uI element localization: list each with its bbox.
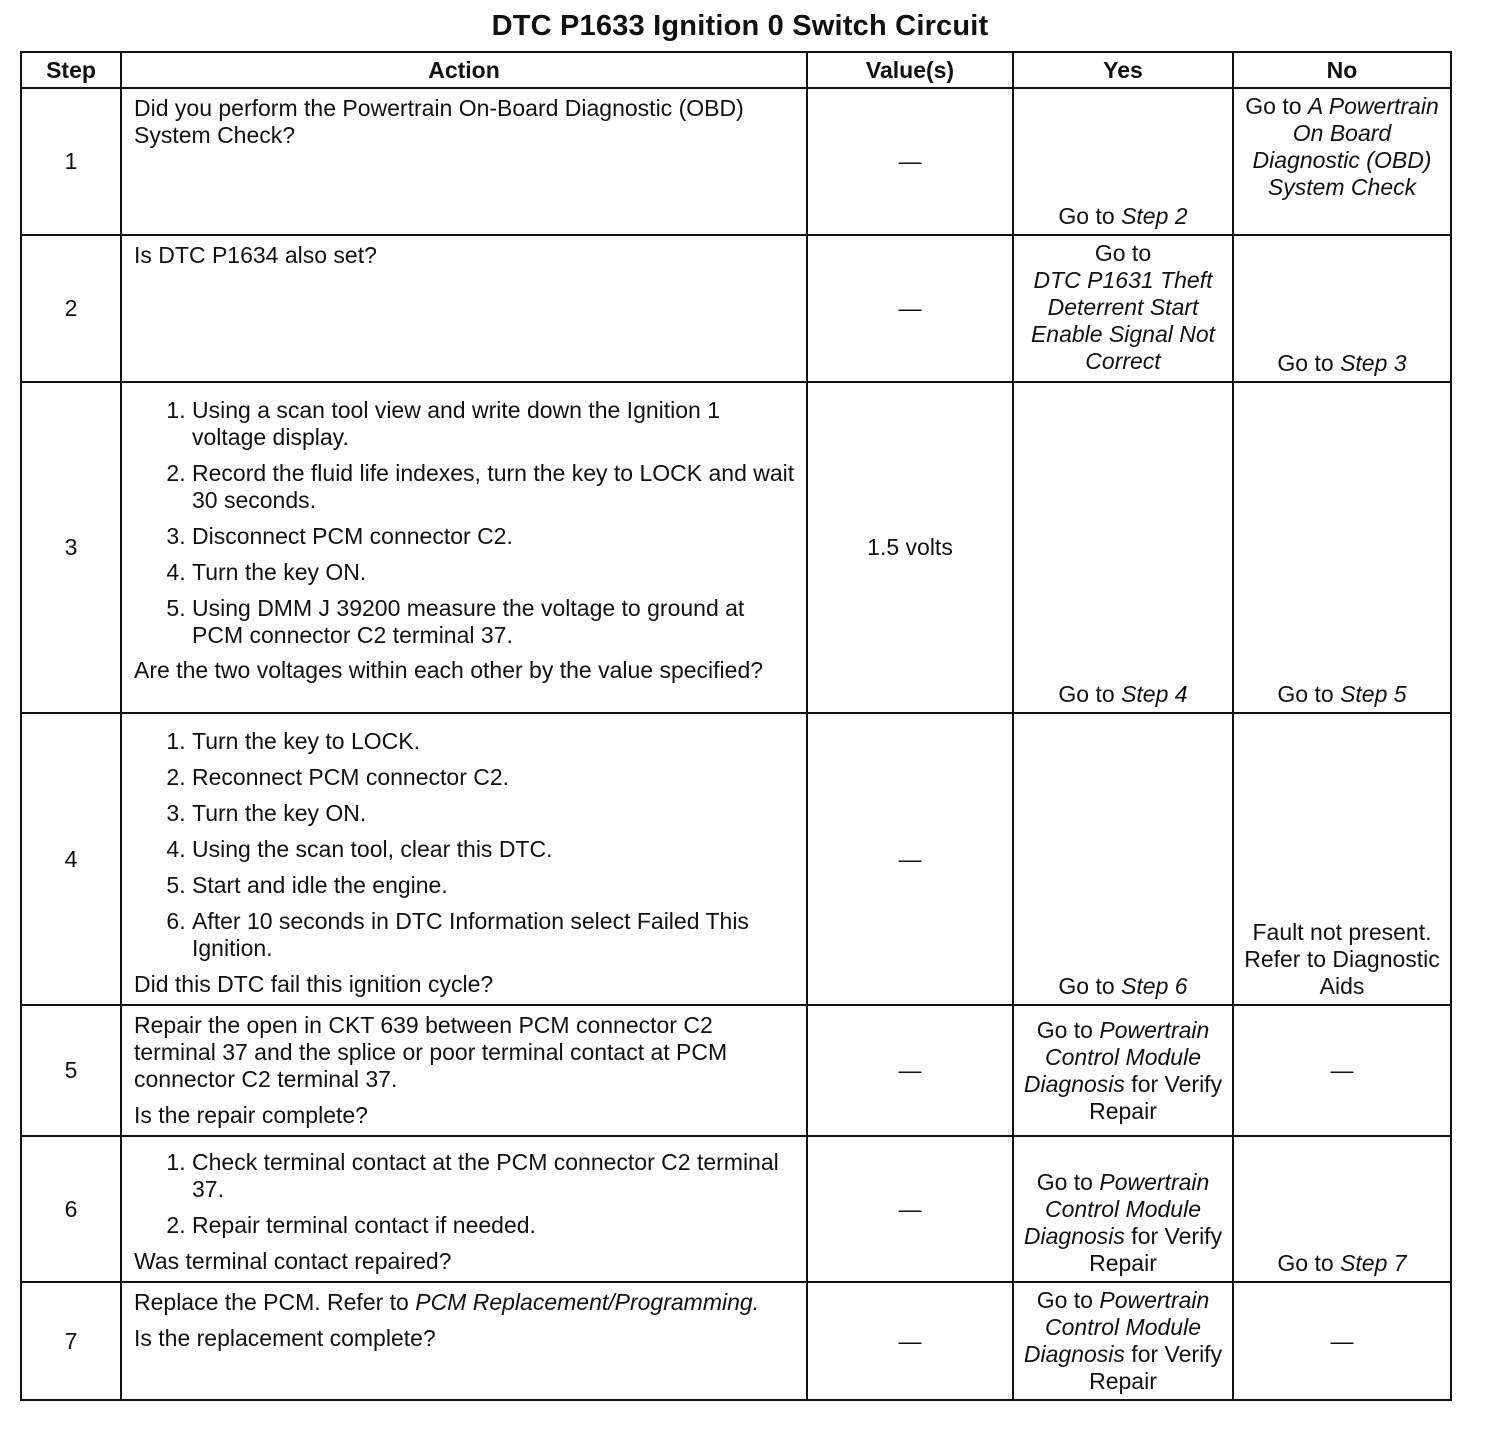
action-cell bbox=[121, 1005, 807, 1136]
yes-suffix: for Verify Repair bbox=[1089, 1223, 1223, 1276]
step-number: 7 bbox=[21, 1282, 121, 1400]
list-item: 4. Using the scan tool, clear this DTC. bbox=[192, 836, 796, 863]
table-row bbox=[21, 1282, 1451, 1400]
yes-link[interactable]: DTC P1631 Theft Deterrent Start Enable Signal Not Correct bbox=[1030, 267, 1216, 374]
value-cell: — bbox=[807, 713, 1013, 1005]
value-cell: — bbox=[807, 1282, 1013, 1400]
no-prefix: Go to bbox=[1245, 93, 1308, 119]
list-item: 4. Turn the key ON. bbox=[192, 559, 796, 586]
list-item: 5. Start and idle the engine. bbox=[192, 872, 796, 899]
yes-prefix: Go to bbox=[1058, 973, 1122, 999]
list-item: 3. Disconnect PCM connector C2. bbox=[192, 523, 796, 550]
yes-prefix: Go to bbox=[1058, 203, 1122, 229]
yes-prefix: Go to bbox=[1036, 1169, 1100, 1195]
action-cell bbox=[121, 1282, 807, 1400]
header-values: Value(s) bbox=[807, 52, 1013, 88]
header-no: No bbox=[1233, 52, 1451, 88]
action-text: Did you perform the Powertrain On-Board Diagnostic (OBD) System Check? bbox=[134, 95, 744, 148]
yes-link[interactable]: Step 4 bbox=[1121, 681, 1188, 707]
action-text: Is DTC P1634 also set? bbox=[134, 242, 377, 268]
table-row bbox=[21, 235, 1451, 382]
list-item: 2. Repair terminal contact if needed. bbox=[192, 1212, 796, 1239]
action-cell bbox=[121, 235, 807, 382]
yes-link[interactable]: Powertrain Control Module Diagnosis bbox=[1023, 1169, 1210, 1249]
yes-prefix: Go to bbox=[1036, 1287, 1100, 1313]
header-yes: Yes bbox=[1013, 52, 1233, 88]
yes-cell bbox=[1013, 1282, 1233, 1400]
yes-link[interactable]: Powertrain Control Module Diagnosis bbox=[1023, 1016, 1210, 1097]
no-prefix: Go to bbox=[1277, 350, 1341, 376]
no-cell bbox=[1233, 235, 1451, 382]
step-number: 1 bbox=[21, 88, 121, 235]
no-prefix: Go to bbox=[1277, 681, 1341, 707]
header-row bbox=[21, 52, 1451, 88]
list-item: 6. After 10 seconds in DTC Information select Failed This Ignition. bbox=[192, 908, 796, 962]
list-item: 1. Turn the key to LOCK. bbox=[192, 728, 796, 755]
yes-cell bbox=[1013, 88, 1233, 235]
instruction-list bbox=[134, 728, 796, 962]
table-row bbox=[21, 1005, 1451, 1136]
action-question: Is the repair complete? bbox=[134, 1102, 368, 1128]
step-number: 6 bbox=[21, 1136, 121, 1282]
value-cell: — bbox=[807, 1136, 1013, 1282]
table-row bbox=[21, 713, 1451, 1005]
yes-link[interactable]: Step 6 bbox=[1121, 973, 1188, 999]
page-title: DTC P1633 Ignition 0 Switch Circuit bbox=[491, 10, 989, 42]
no-cell bbox=[1233, 1136, 1451, 1282]
header-action: Action bbox=[121, 52, 807, 88]
no-prefix: Go to bbox=[1277, 1250, 1341, 1276]
yes-cell bbox=[1013, 382, 1233, 713]
no-link[interactable]: Step 5 bbox=[1340, 681, 1407, 707]
no-cell bbox=[1233, 382, 1451, 713]
step-number: 2 bbox=[21, 235, 121, 382]
instruction-list bbox=[134, 397, 796, 649]
list-item: 5. Using DMM J 39200 measure the voltage to ground at PCM connector C2 terminal 37. bbox=[192, 595, 796, 649]
list-item: 2. Record the fluid life indexes, turn the key to LOCK and wait 30 seconds. bbox=[192, 460, 796, 514]
table-row bbox=[21, 88, 1451, 235]
value-cell: — bbox=[807, 1005, 1013, 1136]
yes-prefix: Go to bbox=[1036, 1016, 1100, 1043]
action-cell bbox=[121, 88, 807, 235]
list-item: 3. Turn the key ON. bbox=[192, 800, 796, 827]
action-text: Repair the open in CKT 639 between PCM connector C2 terminal 37 and the splice or poor terminal contact at PCM connector C2 terminal 37. bbox=[134, 1012, 728, 1092]
action-cell bbox=[121, 1136, 807, 1282]
value-cell: 1.5 volts bbox=[807, 382, 1013, 713]
no-cell: — bbox=[1233, 1282, 1451, 1400]
no-cell: Fault not present. Refer to Diagnostic Aids bbox=[1233, 713, 1451, 1005]
no-link[interactable]: A Powertrain On Board Diagnostic (OBD) System Check bbox=[1252, 93, 1439, 200]
action-question: Was terminal contact repaired? bbox=[134, 1248, 452, 1274]
action-cell bbox=[121, 713, 807, 1005]
diagnostic-table bbox=[20, 51, 1452, 1401]
action-link[interactable]: PCM Replacement/Programming. bbox=[415, 1289, 760, 1315]
yes-link[interactable]: Step 2 bbox=[1121, 203, 1188, 229]
list-item: 1. Check terminal contact at the PCM connector C2 terminal 37. bbox=[192, 1149, 796, 1203]
value-cell: — bbox=[807, 88, 1013, 235]
no-link[interactable]: Step 7 bbox=[1340, 1250, 1407, 1276]
step-number: 5 bbox=[21, 1005, 121, 1136]
header-step: Step bbox=[21, 52, 121, 88]
action-question: Is the replacement complete? bbox=[134, 1325, 436, 1351]
step-number: 4 bbox=[21, 713, 121, 1005]
no-link[interactable]: Step 3 bbox=[1340, 350, 1407, 376]
action-question: Are the two voltages within each other by the value specified? bbox=[134, 657, 764, 683]
action-prefix: Replace the PCM. Refer to bbox=[134, 1289, 416, 1315]
step-number: 3 bbox=[21, 382, 121, 713]
yes-prefix: Go to bbox=[1058, 681, 1122, 707]
table-row bbox=[21, 1136, 1451, 1282]
instruction-list bbox=[134, 1149, 796, 1239]
action-question: Did this DTC fail this ignition cycle? bbox=[134, 971, 494, 997]
yes-prefix: Go to bbox=[1094, 240, 1152, 266]
yes-cell bbox=[1013, 1005, 1233, 1136]
yes-suffix: for Verify Repair bbox=[1089, 1341, 1223, 1394]
yes-cell bbox=[1013, 713, 1233, 1005]
no-cell bbox=[1233, 88, 1451, 235]
yes-suffix: for Verify Repair bbox=[1089, 1070, 1223, 1124]
action-cell bbox=[121, 382, 807, 713]
table-row bbox=[21, 382, 1451, 713]
list-item: 1. Using a scan tool view and write down the Ignition 1 voltage display. bbox=[192, 397, 796, 451]
no-cell: — bbox=[1233, 1005, 1451, 1136]
yes-cell bbox=[1013, 1136, 1233, 1282]
yes-link[interactable]: Powertrain Control Module Diagnosis bbox=[1023, 1287, 1210, 1367]
value-cell: — bbox=[807, 235, 1013, 382]
yes-cell bbox=[1013, 235, 1233, 382]
list-item: 2. Reconnect PCM connector C2. bbox=[192, 764, 796, 791]
action-text bbox=[134, 1289, 796, 1316]
